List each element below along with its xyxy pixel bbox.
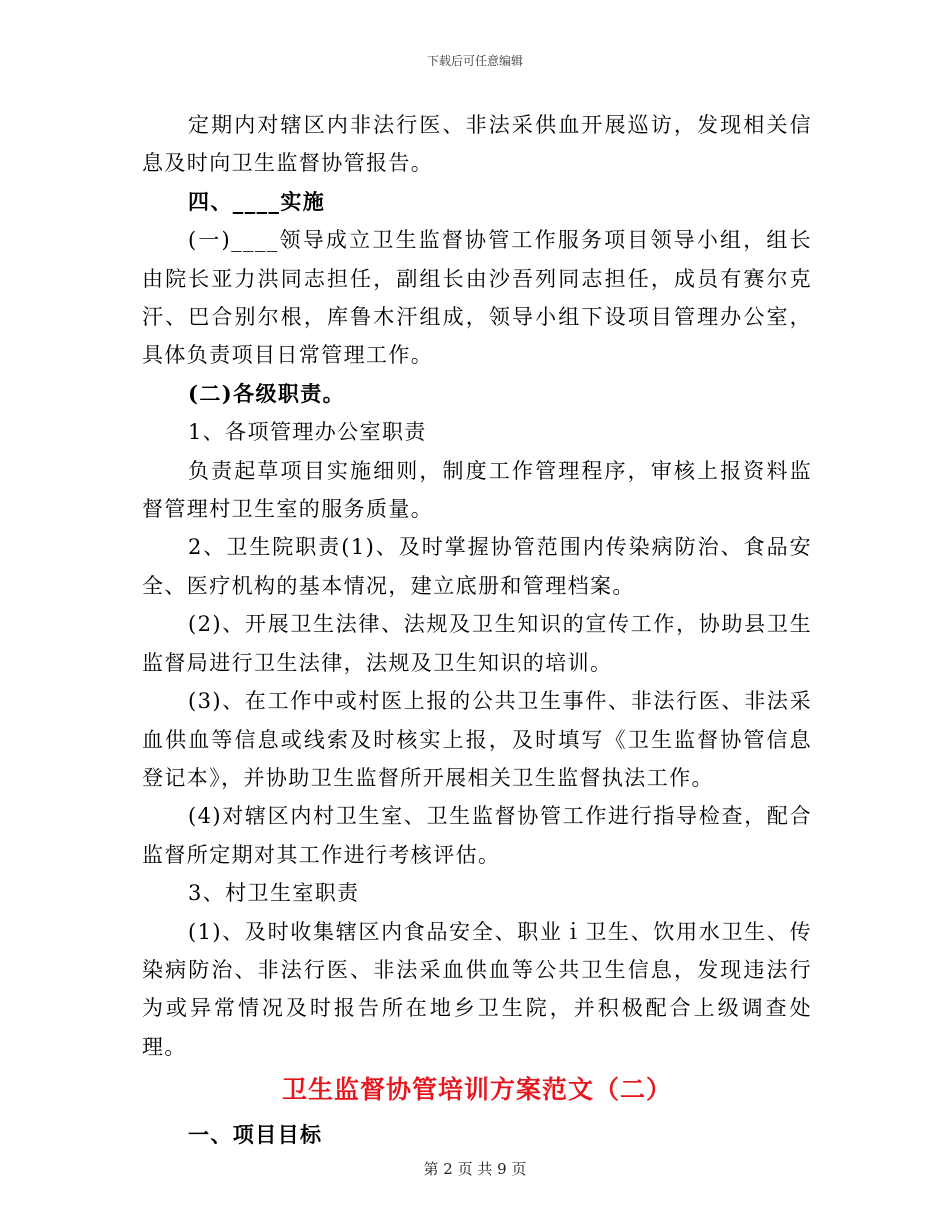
item-village-clinic-duty-1: (1)、及时收集辖区内食品安全、职业ｉ卫生、饮用水卫生、传染病防治、非法行医、非法采血供血等公共卫生信息，发现违法行为或异常情况及时报告所在地乡卫生院，并积极配合上级调查处理。 [142,919,812,1059]
paragraph-patrol: 定期内对辖区内非法行医、非法采供血开展巡访，发现相关信息及时向卫生监督协管报告。 [142,113,812,176]
heading-project-goal: 一、项目目标 [188,1122,323,1148]
item-village-clinic-duties: 3、村卫生室职责 [188,881,360,906]
subheading-responsibilities: (二)各级职责。 [188,380,346,406]
paragraph-office-duties: 负责起草项目实施细则，制度工作管理程序，审核上报资料监督管理村卫生室的服务质量。 [142,458,812,522]
page-header: 下载后可任意编辑 [426,54,523,68]
page-footer: 第 2 页 共 9 页 [423,1160,527,1178]
item-hospital-duty-4: (4)对辖区内村卫生室、卫生监督协管工作进行指导检查，配合监督所定期对其工作进行考核评估。 [142,804,812,867]
item-office-duties: 1、各项管理办公室职责 [188,420,427,445]
section-title-red: 卫生监督协管培训方案范文（二） [281,1075,672,1105]
paragraph-leading-group: (一)____领导成立卫生监督协管工作服务项目领导小组，组长由院长亚力洪同志担任，副组长由沙吾列同志担任，成员有赛尔克汗、巴合别尔根，库鲁木汗组成，领导小组下设项目管理办公室，具体负责项目日常管理工作。 [142,228,812,368]
document-body [142,106,812,1155]
item-hospital-duties: 2、卫生院职责(1)、及时掌握协管范围内传染病防治、食品安全、医疗机构的基本情况，建立底册和管理档案。 [142,535,812,598]
item-hospital-duty-3: (3)、在工作中或村医上报的公共卫生事件、非法行医、非法采血供血等信息或线索及时核实上报，及时填写《卫生监督协管信息登记本》，并协助卫生监督所开展相关卫生监督执法工作。 [142,689,812,790]
section-heading-implementation: 四、____实施 [188,188,326,214]
item-hospital-duty-2: (2)、开展卫生法律、法规及卫生知识的宣传工作，协助县卫生监督局进行卫生法律，法规及卫生知识的培训。 [142,612,812,675]
